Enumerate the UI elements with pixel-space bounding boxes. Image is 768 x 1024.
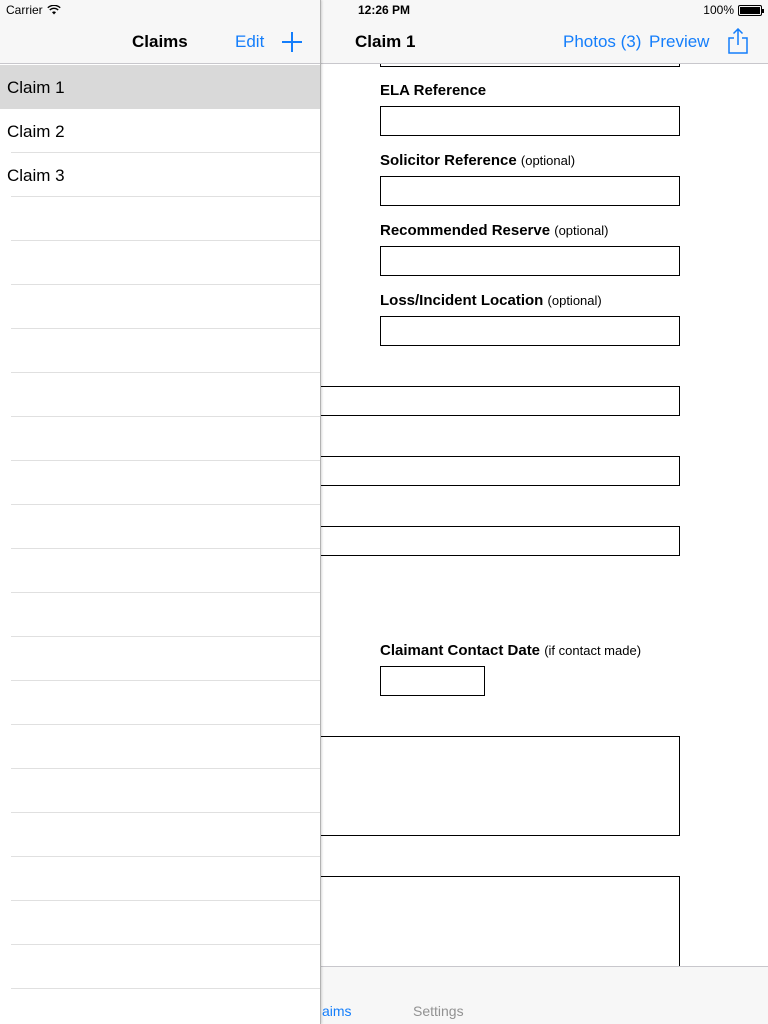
row-separator <box>11 152 321 153</box>
row-separator <box>11 812 321 813</box>
recommended-reserve-label <box>380 222 608 239</box>
edit-button[interactable]: Edit <box>235 32 265 51</box>
claim-row-label: Claim 1 <box>7 78 65 97</box>
claim-row[interactable] <box>0 109 321 153</box>
row-separator <box>11 548 321 549</box>
tab-settings[interactable]: Settings <box>413 1003 464 1019</box>
row-separator <box>11 944 321 945</box>
wifi-icon <box>47 5 61 15</box>
row-separator <box>11 196 321 197</box>
preview-button[interactable]: Preview <box>649 32 710 51</box>
text-area-input[interactable] <box>300 876 680 976</box>
row-separator <box>11 724 321 725</box>
ela-reference-input[interactable] <box>380 106 680 136</box>
row-separator <box>11 592 321 593</box>
row-separator <box>11 636 321 637</box>
row-separator <box>11 240 321 241</box>
row-separator <box>11 460 321 461</box>
row-separator <box>11 284 321 285</box>
detail-title: Claim 1 <box>355 32 416 51</box>
row-separator <box>11 988 321 989</box>
carrier-label: Carrier <box>6 3 43 17</box>
battery-indicator <box>703 3 762 17</box>
loss-incident-location-note: (optional) <box>547 293 602 308</box>
photos-button[interactable]: Photos (3) <box>563 32 642 51</box>
claimant-contact-date-input[interactable] <box>380 666 485 696</box>
claim-row-label: Claim 3 <box>7 166 65 185</box>
tab-claims[interactable]: aims <box>322 1003 352 1019</box>
recommended-reserve-label-text: Recommended Reserve <box>380 222 551 239</box>
status-bar <box>0 0 768 20</box>
battery-icon <box>738 5 762 16</box>
row-separator <box>11 856 321 857</box>
row-separator <box>11 328 321 329</box>
ela-reference-label-text: ELA Reference <box>380 82 487 99</box>
claims-list-pane <box>0 0 321 1024</box>
text-field-input[interactable] <box>300 386 680 416</box>
recommended-reserve-note: (optional) <box>554 223 609 238</box>
battery-percent: 100% <box>703 3 734 17</box>
claims-title: Claims <box>132 32 188 51</box>
text-area-input[interactable] <box>300 736 680 836</box>
solicitor-reference-label <box>380 152 575 169</box>
row-separator <box>11 768 321 769</box>
claim-row[interactable] <box>0 153 321 197</box>
claimant-contact-date-label <box>380 642 641 659</box>
loss-incident-location-input[interactable] <box>380 316 680 346</box>
text-field-input[interactable] <box>300 456 680 486</box>
row-separator <box>11 680 321 681</box>
claim-row-label: Claim 2 <box>7 122 65 141</box>
solicitor-reference-label-text: Solicitor Reference <box>380 152 517 169</box>
carrier-indicator <box>6 3 61 17</box>
claim-row[interactable] <box>0 65 321 109</box>
ela-reference-label <box>380 82 486 99</box>
claimant-contact-date-note: (if contact made) <box>544 643 642 658</box>
loss-incident-location-label <box>380 292 602 309</box>
solicitor-reference-note: (optional) <box>520 153 576 168</box>
text-field-input[interactable] <box>300 526 680 556</box>
plus-icon[interactable] <box>282 32 302 52</box>
row-separator <box>11 416 321 417</box>
status-time: 12:26 PM <box>358 3 411 17</box>
row-separator <box>11 900 321 901</box>
share-icon[interactable] <box>728 28 748 54</box>
row-separator <box>11 504 321 505</box>
solicitor-reference-input[interactable] <box>380 176 680 206</box>
recommended-reserve-input[interactable] <box>380 246 680 276</box>
claimant-contact-date-label-text: Claimant Contact Date <box>380 642 541 659</box>
row-separator <box>11 372 321 373</box>
loss-incident-location-label-text: Loss/Incident Location <box>380 292 544 309</box>
